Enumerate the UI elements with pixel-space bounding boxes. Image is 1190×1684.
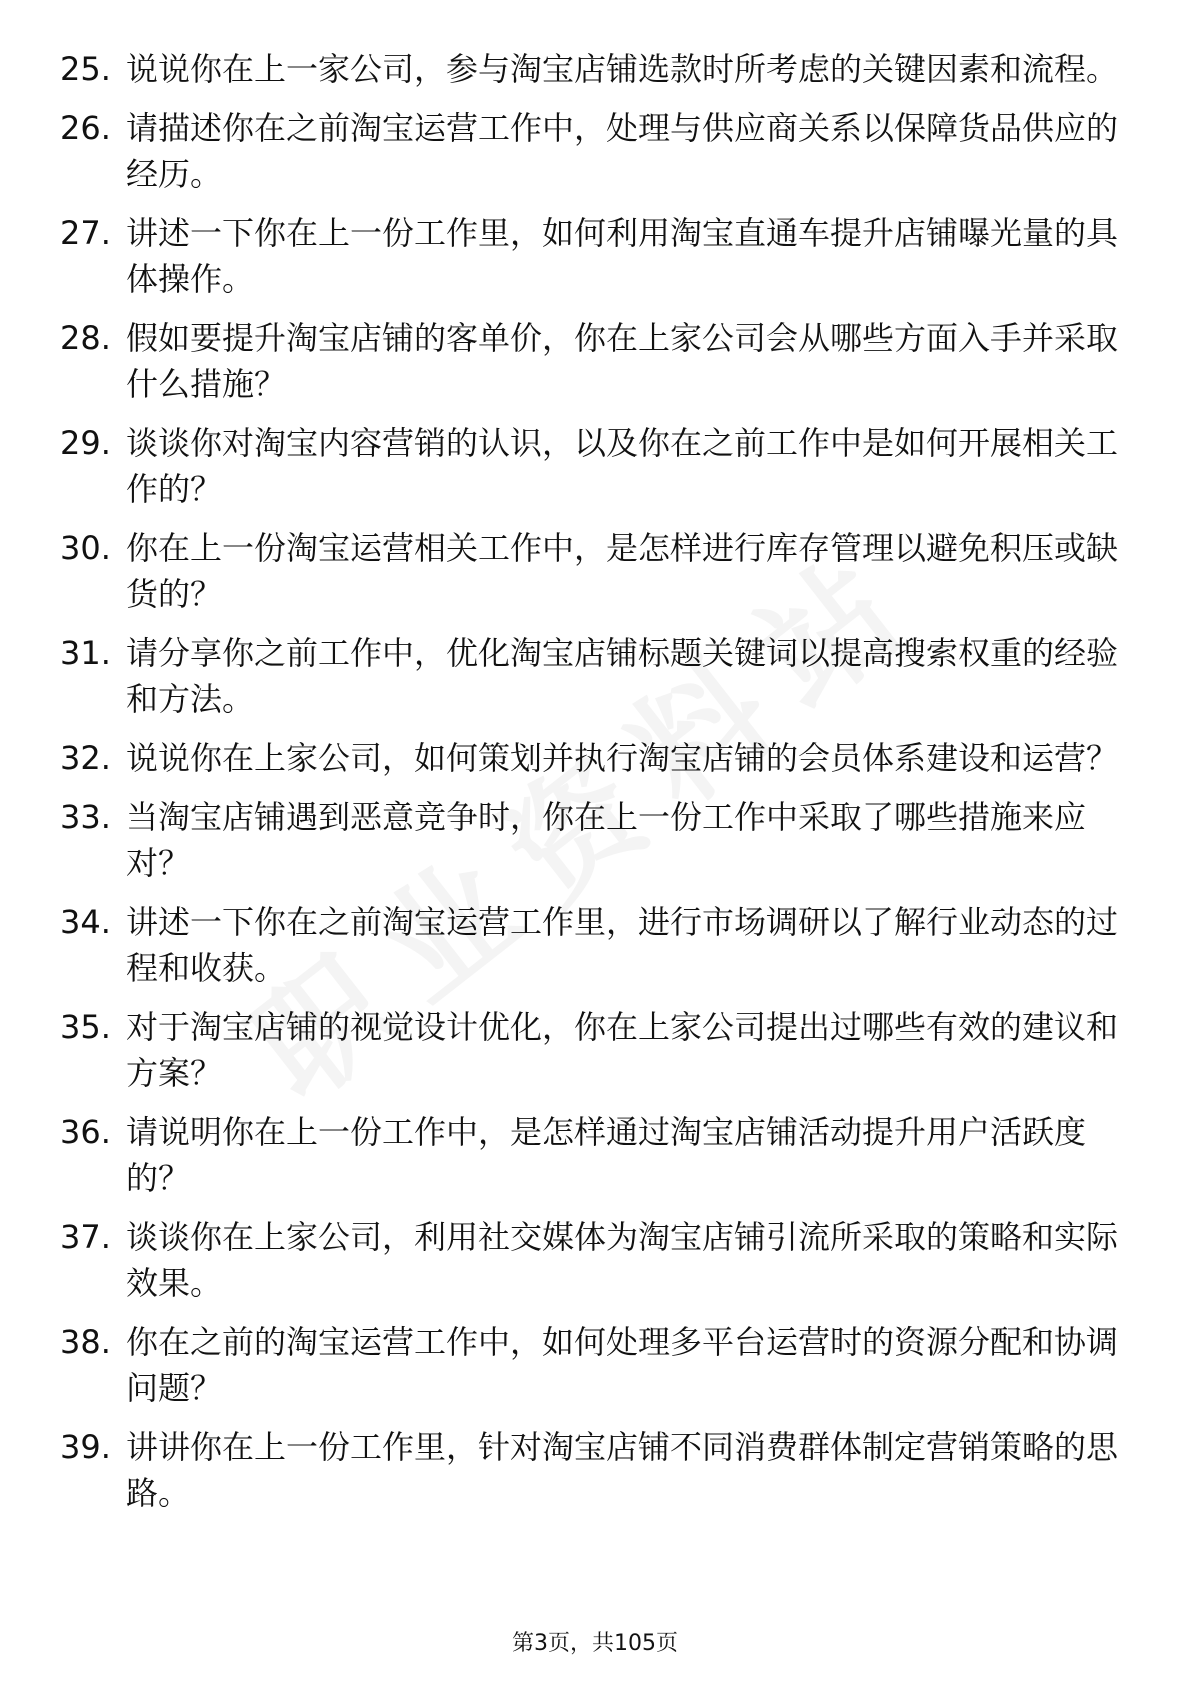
question-number: 30.	[60, 529, 111, 567]
question-item	[60, 794, 1130, 886]
question-text: 你在之前的淘宝运营工作中，如何处理多平台运营时的资源分配和协调问题？	[126, 1323, 1119, 1407]
question-number: 36.	[60, 1113, 111, 1151]
question-item	[60, 420, 1130, 512]
question-item	[60, 1004, 1130, 1096]
question-text: 请描述你在之前淘宝运营工作中，处理与供应商关系以保障货品供应的经历。	[126, 109, 1119, 193]
question-text: 讲讲你在上一份工作里，针对淘宝店铺不同消费群体制定营销策略的思路。	[126, 1428, 1119, 1512]
question-number: 38.	[60, 1323, 111, 1361]
question-text: 讲述一下你在之前淘宝运营工作里，进行市场调研以了解行业动态的过程和收获。	[126, 903, 1119, 987]
question-text: 谈谈你对淘宝内容营销的认识，以及你在之前工作中是如何开展相关工作的？	[126, 424, 1119, 508]
question-item	[60, 1319, 1130, 1411]
question-number: 28.	[60, 319, 111, 357]
question-text: 谈谈你在上家公司，利用社交媒体为淘宝店铺引流所采取的策略和实际效果。	[126, 1218, 1119, 1302]
question-item	[60, 1214, 1130, 1306]
question-number: 39.	[60, 1428, 111, 1466]
question-text: 当淘宝店铺遇到恶意竞争时，你在上一份工作中采取了哪些措施来应对？	[126, 798, 1087, 882]
question-item	[60, 525, 1130, 617]
question-text: 你在上一份淘宝运营相关工作中，是怎样进行库存管理以避免积压或缺货的？	[126, 529, 1119, 613]
question-item	[60, 735, 1130, 781]
question-text: 假如要提升淘宝店铺的客单价，你在上家公司会从哪些方面入手并采取什么措施？	[126, 319, 1119, 403]
page-footer: 第3页，共105页	[512, 1631, 678, 1656]
question-item	[60, 105, 1130, 197]
question-number: 35.	[60, 1008, 111, 1046]
question-list	[60, 46, 1130, 1529]
question-text: 讲述一下你在上一份工作里，如何利用淘宝直通车提升店铺曝光量的具体操作。	[126, 214, 1119, 298]
question-number: 25.	[60, 50, 111, 88]
question-item	[60, 46, 1130, 92]
question-number: 31.	[60, 634, 111, 672]
question-item	[60, 630, 1130, 722]
question-number: 26.	[60, 109, 111, 147]
question-text: 请分享你之前工作中，优化淘宝店铺标题关键词以提高搜索权重的经验和方法。	[126, 634, 1119, 718]
question-text: 请说明你在上一份工作中，是怎样通过淘宝店铺活动提升用户活跃度的？	[126, 1113, 1087, 1197]
question-item	[60, 899, 1130, 991]
question-item	[60, 315, 1130, 407]
question-number: 29.	[60, 424, 111, 462]
question-number: 32.	[60, 739, 111, 777]
question-text: 说说你在上家公司，如何策划并执行淘宝店铺的会员体系建设和运营？	[126, 739, 1119, 777]
question-number: 34.	[60, 903, 111, 941]
question-number: 37.	[60, 1218, 111, 1256]
question-number: 27.	[60, 214, 111, 252]
question-item	[60, 1109, 1130, 1201]
question-item	[60, 210, 1130, 302]
question-text: 说说你在上一家公司，参与淘宝店铺选款时所考虑的关键因素和流程。	[126, 50, 1119, 88]
question-item	[60, 1424, 1130, 1516]
question-number: 33.	[60, 798, 111, 836]
question-text: 对于淘宝店铺的视觉设计优化，你在上家公司提出过哪些有效的建议和方案？	[126, 1008, 1119, 1092]
